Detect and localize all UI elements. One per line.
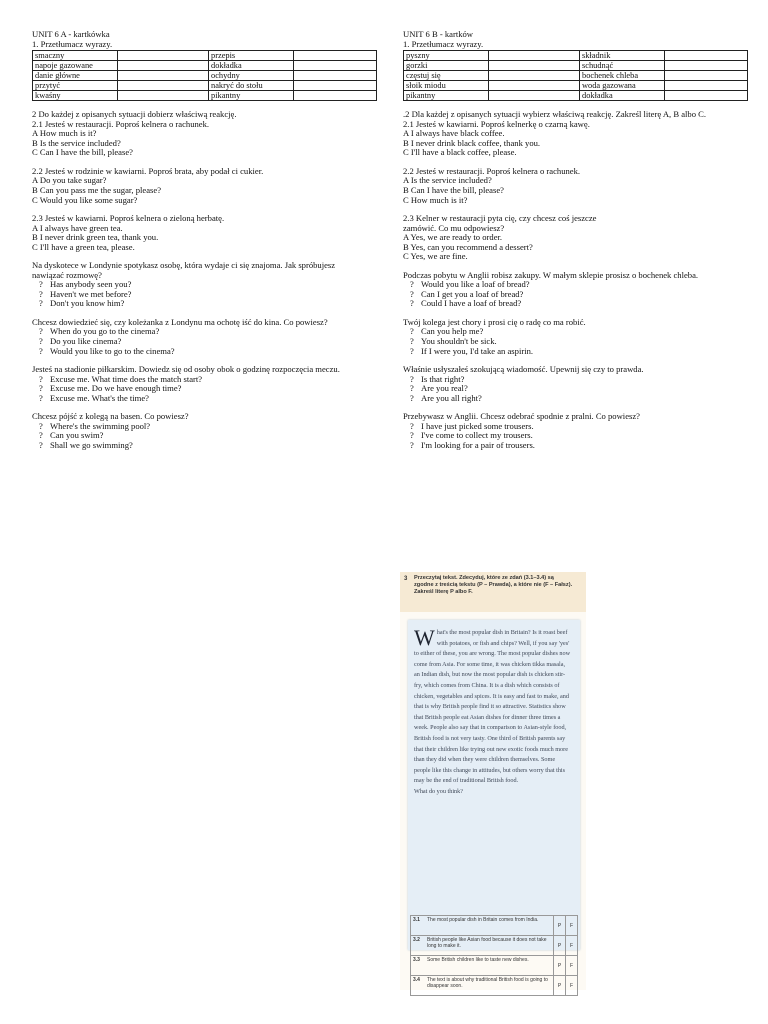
option-item[interactable] (403, 394, 748, 404)
question-text: Podczas pobytu w Anglii robisz zakupy. W małym sklepie prosisz o bochenek chleba. (403, 269, 699, 280)
vocab-row (404, 61, 748, 71)
statement-number: 3.1 (411, 916, 426, 936)
article-body: hat's the most popular dish in Britain? Is it roast beef with potatoes, or fish and chips? Well, if you say 'yes' to either of these, you are wrong. The most popular dishes now come from Asia. For some time, it was chicken tikka masala, an Indian dish, but now the most popular dish is chicken stir-fry, which comes from China. It is a dish which consists of chicken, vegetables and spices. It is easy and fast to make, and that is why British people find it so attractive. Statistics show that British people eat Asian dishes for dinner three times a week. People also say that in comparison to Asian-style food, British food is not very tasty. One third of British parents say that their children like trying out new exotic foods much more than they did when they were children themselves. Some people like this change in attitudes, but others worry that this may be the end of traditional British food. (414, 629, 571, 785)
vocab-word: dokładka (209, 61, 294, 71)
answer-blank[interactable] (118, 71, 209, 81)
question-mark-icon: ? (39, 392, 43, 403)
vocab-word: nakryć do stołu (209, 81, 294, 91)
option-text: Can I get you a loaf of bread? (421, 288, 524, 299)
answer-blank[interactable] (489, 61, 580, 71)
answer-blank[interactable] (294, 51, 377, 61)
question-text: Na dyskotece w Londynie spotykasz osobę, która wydaje ci się znajoma. Jak spróbujesz (32, 260, 336, 271)
answer-blank[interactable] (665, 91, 748, 101)
vocab-row (33, 51, 377, 61)
option-text: Can you swim? (50, 430, 104, 441)
question-text: 2.1 Jesteś w restauracji. Poproś kelnera o rachunek. (32, 118, 210, 129)
option-c[interactable]: C Can I have the bill, please? (32, 147, 133, 158)
vocab-word: przepis (209, 51, 294, 61)
worksheet-a-title: UNIT 6 A - kartkówka (32, 29, 110, 39)
answer-blank[interactable] (294, 81, 377, 91)
option-text: Has anybody seen you? (50, 279, 132, 290)
question-mark-icon: ? (39, 279, 43, 290)
option-c[interactable]: C Would you like some sugar? (32, 194, 138, 205)
question-text: 2.2 Jesteś w rodzinie w kawiarni. Poproś brata, aby podał ci cukier. (32, 165, 264, 176)
question-mark-icon: ? (410, 420, 414, 431)
option-item[interactable] (32, 347, 377, 357)
question-mark-icon: ? (39, 288, 43, 299)
vocab-row (33, 61, 377, 71)
option-text: Are you all right? (421, 392, 482, 403)
answer-blank[interactable] (665, 81, 748, 91)
option-a[interactable]: A Is the service included? (403, 175, 492, 186)
option-b[interactable]: B I never drink black coffee, thank you. (403, 137, 541, 148)
option-item[interactable] (403, 441, 748, 451)
worksheet-b-title: UNIT 6 B - kartków (403, 29, 474, 39)
option-text: Are you real? (421, 383, 468, 394)
task-1-heading: 1. Przetłumacz wyrazy. (403, 38, 484, 49)
statement-number: 3.2 (411, 936, 426, 956)
question-text: 2.2 Jesteś w restauracji. Poproś kelnera o rachunek. (403, 165, 581, 176)
answer-blank[interactable] (489, 71, 580, 81)
vocab-word: składnik (580, 51, 665, 61)
question-text: 2.3 Jesteś w kawiarni. Poproś kelnera o zieloną herbatę. (32, 212, 225, 223)
vocab-row (33, 91, 377, 101)
question-mark-icon: ? (39, 336, 43, 347)
statement-text: The text is about why traditional British food is going to disappear soon. (425, 976, 554, 996)
statement-text: British people like Asian food because it does not take long to make it. (425, 936, 554, 956)
option-c[interactable]: C How much is it? (403, 194, 468, 205)
statement-text: Some British children like to taste new dishes. (425, 956, 554, 976)
option-b[interactable]: B Yes, can you recommend a dessert? (403, 241, 533, 252)
vocab-table (403, 50, 748, 101)
statement-row (411, 936, 578, 956)
question-mark-icon: ? (39, 383, 43, 394)
option-text: Shall we go swimming? (50, 439, 133, 450)
task-1-heading: 1. Przetłumacz wyrazy. (32, 38, 113, 49)
answer-blank[interactable] (489, 91, 580, 101)
question-text: Chcesz dowiedzieć się, czy koleżanka z Londynu ma ochotę iść do kina. Co powiesz? (32, 316, 328, 327)
vocab-table (32, 50, 377, 101)
statement-number: 3.4 (411, 976, 426, 996)
answer-blank[interactable] (118, 61, 209, 71)
question-mark-icon: ? (410, 383, 414, 394)
option-text: Where's the swimming pool? (50, 420, 151, 431)
vocab-word: pikantny (404, 91, 489, 101)
answer-blank[interactable] (665, 61, 748, 71)
statement-text: The most popular dish in Britain comes from India. (425, 916, 554, 936)
question-mark-icon: ? (39, 420, 43, 431)
option-a[interactable]: A How much is it? (32, 128, 97, 139)
option-a[interactable]: A I always have black coffee. (403, 128, 505, 139)
option-text: Would you like to go to the cinema? (50, 345, 175, 356)
answer-blank[interactable] (294, 71, 377, 81)
statement-number: 3.3 (411, 956, 426, 976)
answer-blank[interactable] (489, 51, 580, 61)
option-item[interactable] (403, 299, 748, 309)
vocab-word: słoik miodu (404, 81, 489, 91)
option-text: Could I have a loaf of bread? (421, 298, 522, 309)
true-option[interactable]: P (554, 916, 566, 936)
vocab-word: gorzki (404, 61, 489, 71)
vocab-word: schudnąć (580, 61, 665, 71)
worksheet-b (403, 30, 748, 451)
answer-blank[interactable] (294, 61, 377, 71)
answer-blank[interactable] (118, 91, 209, 101)
vocab-row (404, 81, 748, 91)
option-item[interactable] (403, 347, 748, 357)
question-text: Przebywasz w Anglii. Chcesz odebrać spodnie z pralni. Co powiesz? (403, 411, 640, 422)
option-text: If I were you, I'd take an aspirin. (421, 345, 534, 356)
option-text: I've come to collect my trousers. (421, 430, 533, 441)
vocab-word: kwaśny (33, 91, 118, 101)
option-text: I have just picked some trousers. (421, 420, 534, 431)
question-text: Twój kolega jest chory i prosi cię o radę co ma robić. (403, 316, 586, 327)
option-text: Haven't we met before? (50, 288, 132, 299)
vocab-word: bochenek chleba (580, 71, 665, 81)
statement-row (411, 976, 578, 996)
question-mark-icon: ? (410, 298, 414, 309)
question-mark-icon: ? (410, 326, 414, 337)
false-option[interactable]: F (566, 916, 578, 936)
option-a[interactable]: A Yes, we are ready to order. (403, 232, 503, 243)
vocab-row (404, 71, 748, 81)
option-text: When do you go to the cinema? (50, 326, 160, 337)
question-text: Właśnie usłyszałeś szokującą wiadomość. Upewnij się czy to prawda. (403, 364, 644, 375)
task-2-heading: 2 Do każdej z opisanych sytuacji dobierz właściwą reakcję. (32, 108, 237, 119)
question-text: Chcesz pójść z kolegą na basen. Co powiesz? (32, 411, 189, 422)
vocab-row (404, 51, 748, 61)
task-3-number: 3 (404, 576, 408, 582)
question-mark-icon: ? (410, 279, 414, 290)
option-c[interactable]: C I'll have a green tea, please. (32, 241, 135, 252)
vocab-word: ochydny (209, 71, 294, 81)
true-false-table (410, 915, 578, 996)
option-text: Would you like a loaf of bread? (421, 279, 530, 290)
vocab-word: smaczny (33, 51, 118, 61)
vocab-word: dokładka (580, 91, 665, 101)
true-option[interactable]: P (554, 976, 566, 996)
option-b[interactable]: B Can you pass me the sugar, please? (32, 184, 162, 195)
question-mark-icon: ? (39, 345, 43, 356)
true-option[interactable]: P (554, 936, 566, 956)
question-mark-icon: ? (39, 430, 43, 441)
question-mark-icon: ? (410, 439, 414, 450)
vocab-word: napoje gazowane (33, 61, 118, 71)
option-text: Is that right? (421, 373, 465, 384)
option-text: I'm looking for a pair of trousers. (421, 439, 535, 450)
textbook-excerpt (400, 572, 586, 990)
answer-blank[interactable] (665, 71, 748, 81)
vocab-word: pikantny (209, 91, 294, 101)
option-c[interactable]: C I'll have a black coffee, please. (403, 147, 517, 158)
option-item[interactable] (32, 299, 377, 309)
answer-blank[interactable] (489, 81, 580, 91)
task-3-header (400, 572, 586, 612)
option-item[interactable] (32, 394, 377, 404)
task-2-heading: .2 Dla każdej z opisanych sytuacji wybierz właściwą reakcję. Zakreśl literę A, B albo C. (403, 108, 707, 119)
option-text: You shouldn't be sick. (421, 336, 497, 347)
vocab-word: przytyć (33, 81, 118, 91)
question-text: 2.1 Jesteś w kawiarni. Poproś kelnerkę o czarną kawę. (403, 118, 590, 129)
question-mark-icon: ? (410, 373, 414, 384)
option-item[interactable] (32, 441, 377, 451)
question-text: Jesteś na stadionie piłkarskim. Dowiedz się od osoby obok o godzinę rozpoczęcia meczu. (32, 364, 340, 375)
option-b[interactable]: B Can I have the bill, please? (403, 184, 504, 195)
option-a[interactable]: A I always have green tea. (32, 222, 123, 233)
option-a[interactable]: A Do you take sugar? (32, 175, 107, 186)
statement-row (411, 956, 578, 976)
vocab-word: częstuj się (404, 71, 489, 81)
question-mark-icon: ? (410, 430, 414, 441)
task-3-instruction: Przeczytaj tekst. Zdecyduj, które ze zdań (3.1–3.4) są zgodne z treścią tekstu (P – Prawda), a które nie (F – Fałsz). Zakreśl literę P albo F. (414, 575, 573, 595)
option-b[interactable]: B I never drink green tea, thank you. (32, 232, 159, 243)
question-mark-icon: ? (39, 373, 43, 384)
option-text: Can you help me? (421, 326, 484, 337)
vocab-word: woda gazowana (580, 81, 665, 91)
vocab-row (33, 81, 377, 91)
option-text: Excuse me. What's the time? (50, 392, 149, 403)
option-text: Excuse me. Do we have enough time? (50, 383, 182, 394)
question-text: zamówić. Co mu odpowiesz? (403, 222, 505, 233)
vocab-word: danie główne (33, 71, 118, 81)
question-mark-icon: ? (39, 439, 43, 450)
false-option[interactable]: F (566, 936, 578, 956)
answer-blank[interactable] (118, 81, 209, 91)
option-text: Do you like cinema? (50, 336, 122, 347)
option-text: Excuse me. What time does the match start? (50, 373, 203, 384)
question-mark-icon: ? (410, 336, 414, 347)
question-mark-icon: ? (410, 288, 414, 299)
question-text: 2.3 Kelner w restauracji pyta cię, czy chcesz coś jeszcze (403, 212, 597, 223)
worksheet-a (32, 30, 377, 451)
statement-row (411, 916, 578, 936)
question-text: nawiązać rozmowę? (32, 269, 102, 280)
false-option[interactable]: F (566, 976, 578, 996)
vocab-word: pyszny (404, 51, 489, 61)
question-mark-icon: ? (410, 345, 414, 356)
question-mark-icon: ? (39, 298, 43, 309)
true-option[interactable]: P (554, 956, 566, 976)
article-closing: What do you think? (414, 787, 463, 795)
option-text: Don't you know him? (50, 298, 125, 309)
reading-article (408, 620, 580, 950)
answer-blank[interactable] (665, 51, 748, 61)
vocab-row (33, 71, 377, 81)
option-c[interactable]: C Yes, we are fine. (403, 251, 468, 262)
answer-blank[interactable] (118, 51, 209, 61)
question-mark-icon: ? (39, 326, 43, 337)
false-option[interactable]: F (566, 956, 578, 976)
drop-cap: W (414, 625, 435, 650)
answer-blank[interactable] (294, 91, 377, 101)
question-mark-icon: ? (410, 392, 414, 403)
option-b[interactable]: B Is the service included? (32, 137, 121, 148)
vocab-row (404, 91, 748, 101)
